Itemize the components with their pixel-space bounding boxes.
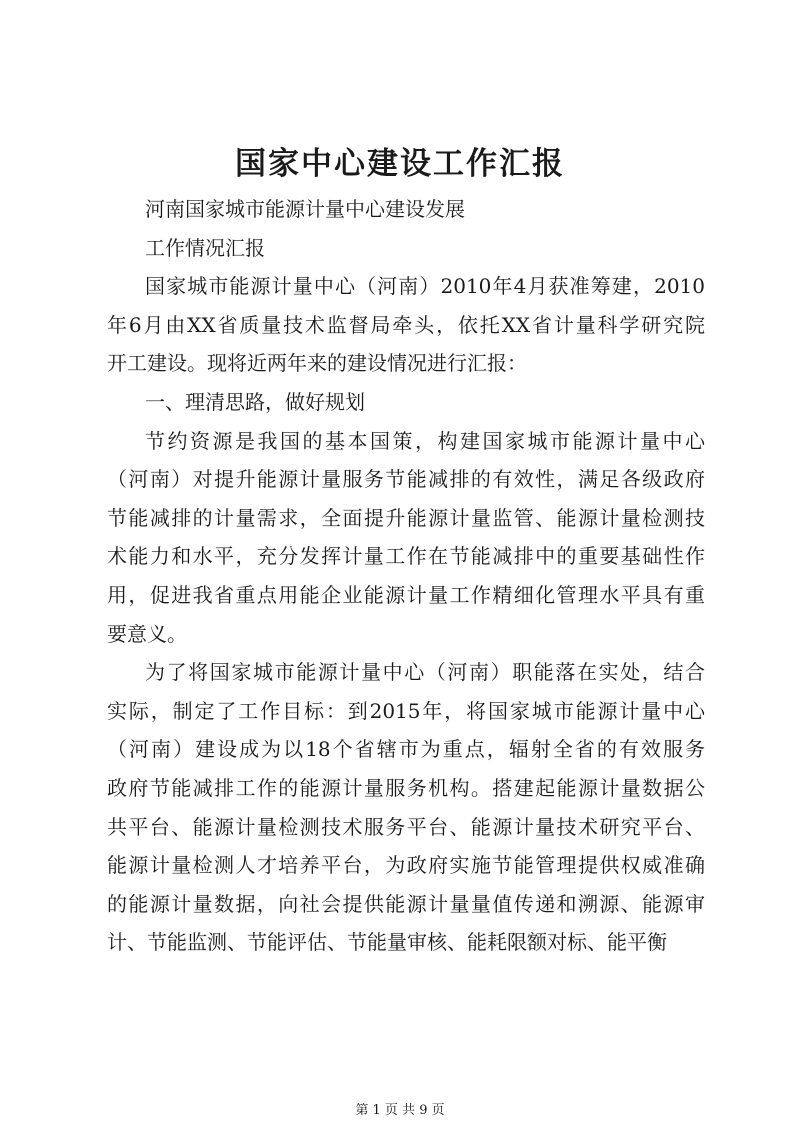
document-title: 国家中心建设工作汇报 <box>235 146 565 182</box>
paragraph <box>107 422 705 654</box>
text-line: 年6月由XX省质量技术监督局牵头，依托XX省计量科学研究院 <box>107 312 705 337</box>
document-body <box>107 190 705 962</box>
paragraph <box>107 383 705 422</box>
text-line: 国家城市能源计量中心（河南）2010年4月获准筹建，2010 <box>145 274 705 299</box>
text-line: 能源计量检测人才培养平台，为政府实施节能管理提供权威准确 <box>107 853 705 878</box>
text-line: 开工建设。现将近两年来的建设情况进行汇报： <box>107 351 527 376</box>
text-line: 共平台、能源计量检测技术服务平台、能源计量技术研究平台、 <box>107 814 705 839</box>
paragraph <box>107 267 705 383</box>
text-line: 的能源计量数据，向社会提供能源计量量值传递和溯源、能源审 <box>107 891 705 916</box>
text-line: 政府节能减排工作的能源计量服务机构。搭建起能源计量数据公 <box>107 775 705 800</box>
text-line: 为了将国家城市能源计量中心（河南）职能落在实处，结合 <box>145 660 705 685</box>
text-line: 要意义。 <box>107 621 187 646</box>
paragraph <box>107 229 705 268</box>
text-line: 工作情况汇报 <box>145 235 265 260</box>
text-line: 实际，制定了工作目标：到2015年，将国家城市能源计量中心 <box>107 698 705 723</box>
text-line: （河南）对提升能源计量服务节能减排的有效性，满足各级政府 <box>107 467 705 492</box>
text-line: 河南国家城市能源计量中心建设发展 <box>145 197 465 221</box>
text-line: 计、节能监测、节能评估、节能量审核、能耗限额对标、能平衡 <box>107 930 667 955</box>
text-line: 用，促进我省重点用能企业能源计量工作精细化管理水平具有重 <box>107 582 705 607</box>
page-footer: 第 1 页 共 9 页 <box>355 1103 445 1118</box>
text-line: 一、理清思路，做好规划 <box>145 389 365 414</box>
text-line: 术能力和水平，充分发挥计量工作在节能减排中的重要基础性作 <box>107 544 705 569</box>
paragraph <box>107 190 705 229</box>
text-line: 节能减排的计量需求，全面提升能源计量监管、能源计量检测技 <box>107 505 705 530</box>
text-line: 节约资源是我国的基本国策，构建国家城市能源计量中心 <box>145 428 705 453</box>
paragraph <box>107 653 705 962</box>
text-line: （河南）建设成为以18个省辖市为重点，辐射全省的有效服务 <box>107 737 705 762</box>
